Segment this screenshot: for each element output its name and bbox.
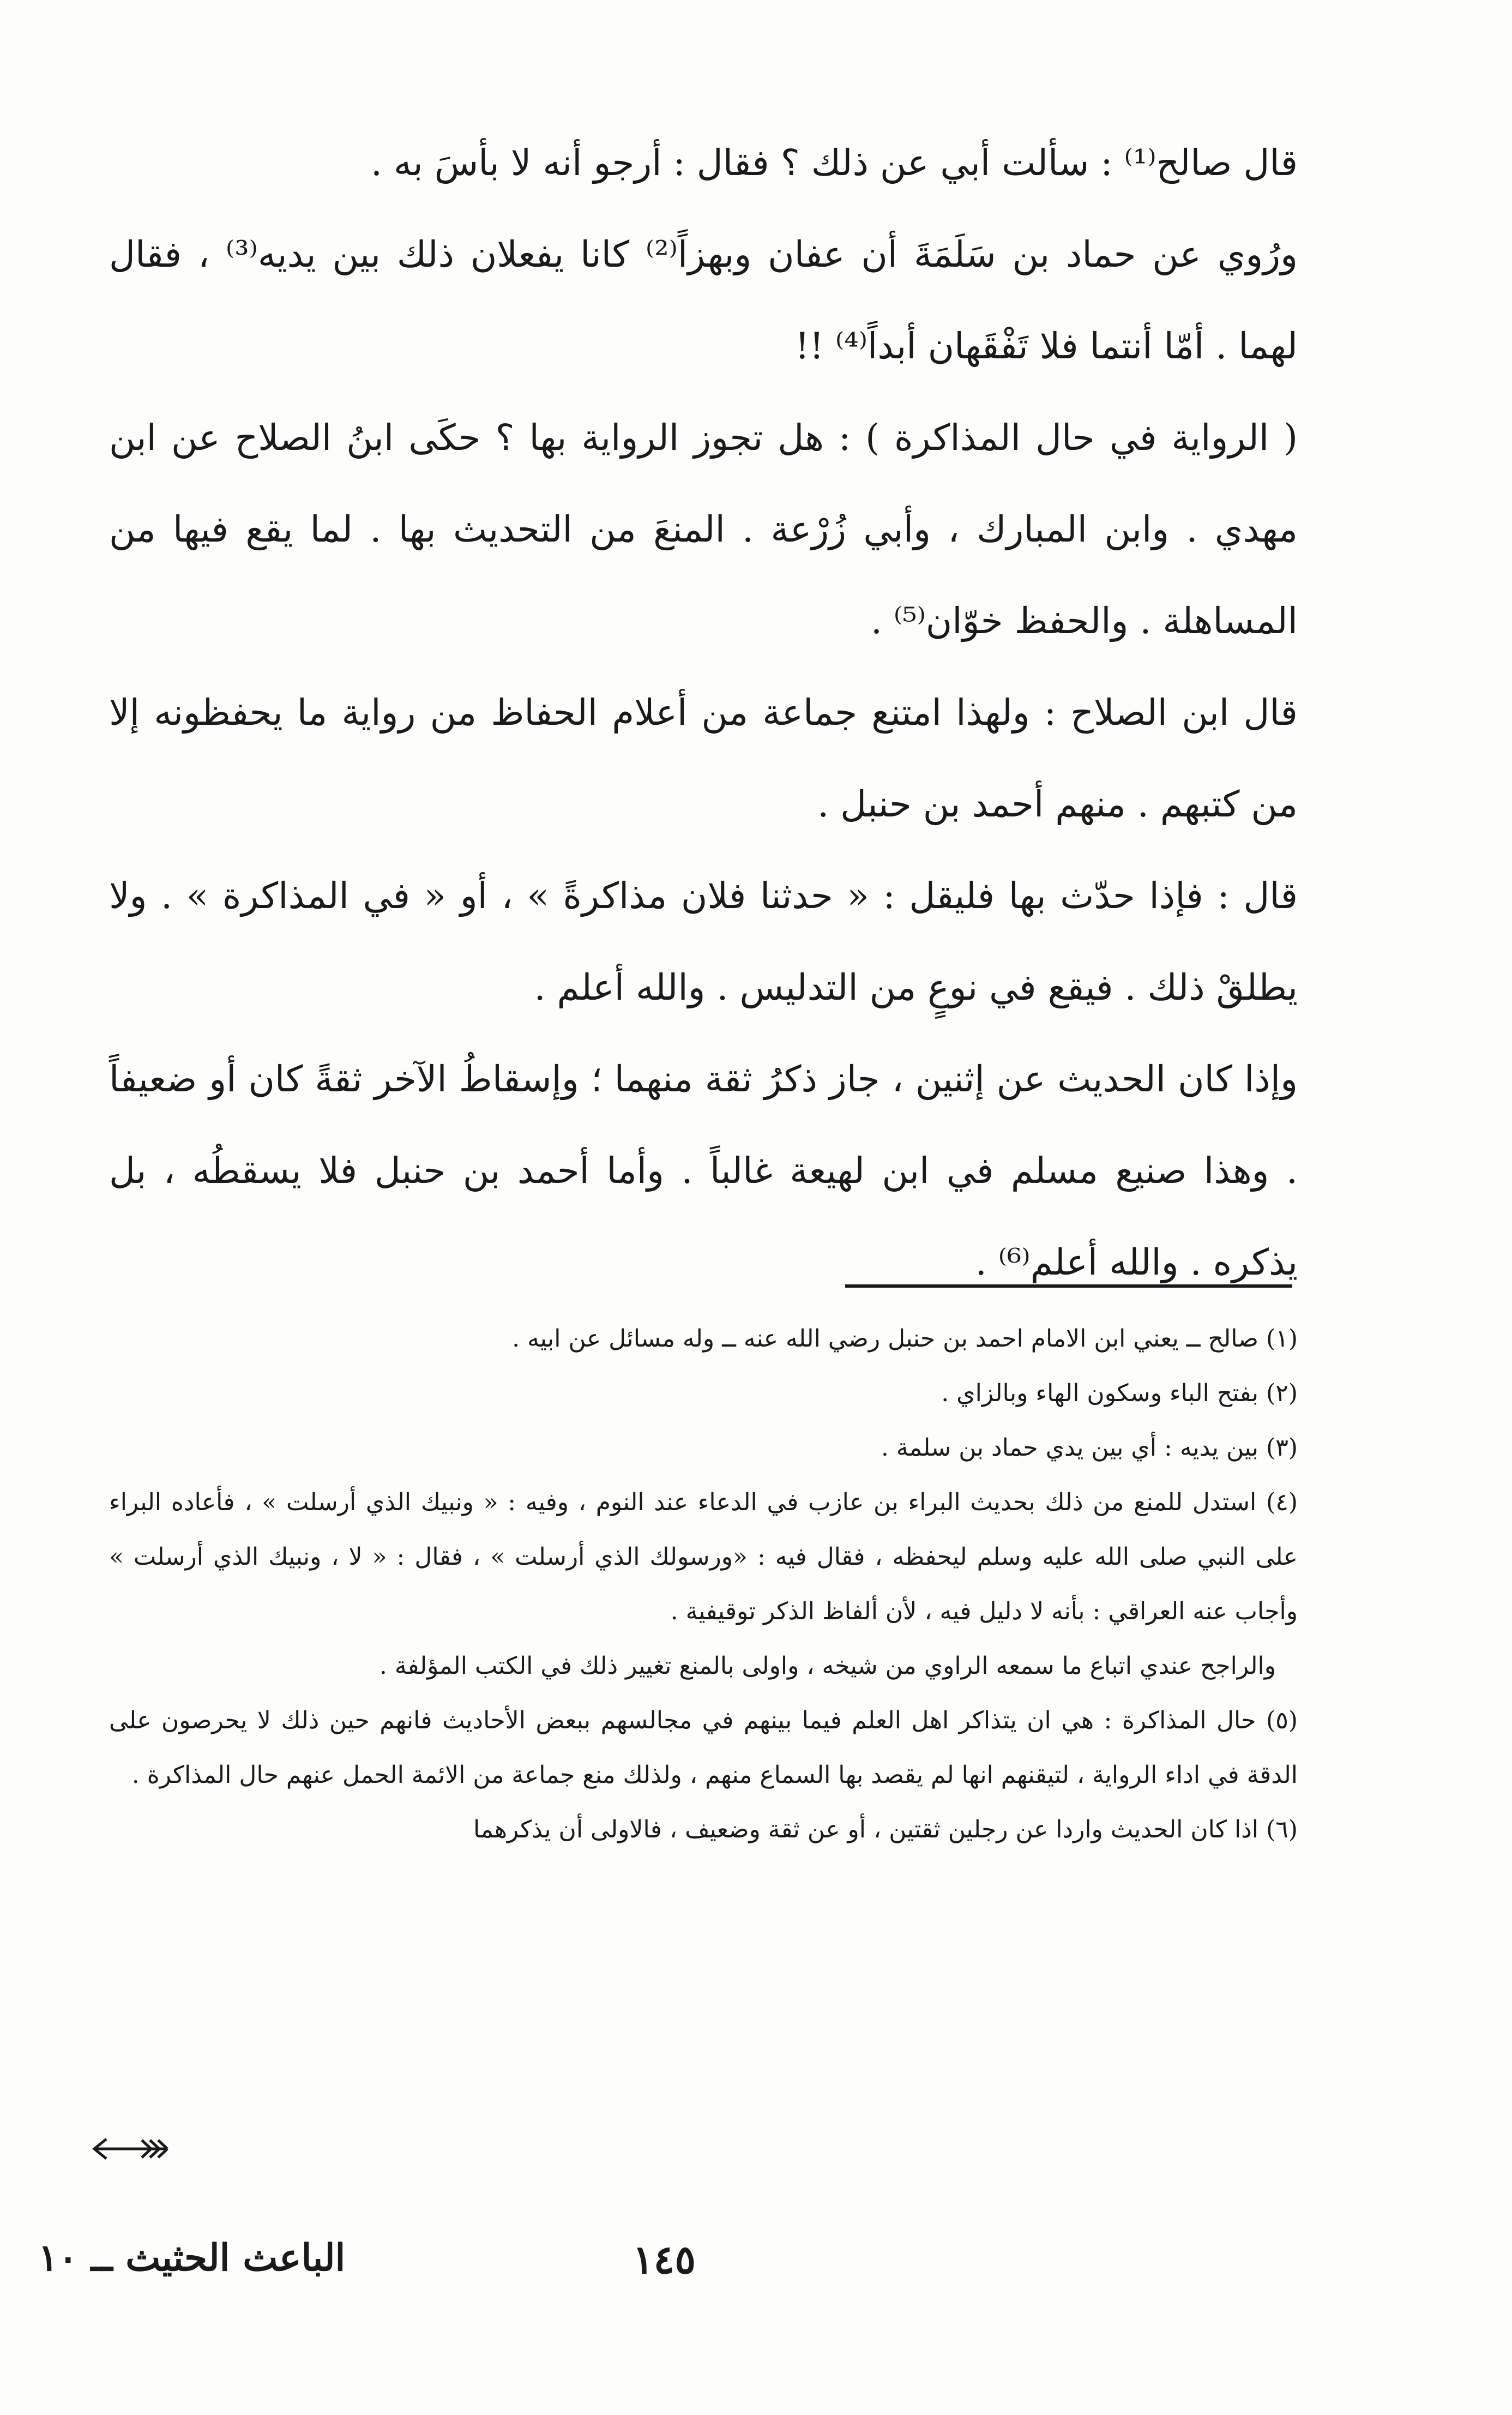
continuation-arrow-icon [90,2132,172,2165]
footnote-5: (٥) حال المذاكرة : هي ان يتذاكر اهل العلم فيما بينهم في مجالسهم ببعض الأحاديث فانهم حين ذلك لا يحرصون على الدقة في اداء الرواية ، لتيقنهم انها لم يقصد بها السماع منهم ، ولذلك منع جماعة من الائمة الحمل عنهم حال المذاكرة . [109,1707,1298,1789]
paragraph-mudhakara: ( الرواية في حال المذاكرة ) : هل تجوز الرواية بها ؟ حكَى ابنُ الصلاح عن ابن مهدي . وابن المبارك ، وأبي زُرْعة . المنعَ من التحديث بها . لما يقع فيها من المساهلة . والحفظ خوّان⁽⁵⁾ . [109,417,1298,642]
paragraph-ibn-salah: قال ابن الصلاح : ولهذا امتنع جماعة من أعلام الحفاظ من رواية ما يحفظونه إلا من كتبهم . منهم أحمد بن حنبل . [109,692,1298,825]
paragraph-qala: قال : فإذا حدّث بها فليقل : « حدثنا فلان مذاكرةً » ، أو « في المذاكرة » . ولا يطلقْ ذلك . فيقع في نوعٍ من التدليس . والله أعلم . [109,875,1298,1008]
footnote-3: (٣) بين يديه : أي بين يدي حماد بن سلمة . [881,1434,1298,1462]
footnote-6: (٦) اذا كان الحديث واردا عن رجلين ثقتين ، أو عن ثقة وضعيف ، فالاولى أن يذكرهما [473,1816,1298,1843]
footnote-2: (٢) بفتح الباء وسكون الهاء وبالزاي . [941,1379,1298,1407]
page-number: ١٤٥ [632,2236,696,2282]
footnote-4-continued: والراجح عندي اتباع ما سمعه الراوي من شيخه ، واولى بالمنع تغيير ذلك في الكتب المؤلفة . [379,1652,1276,1680]
page-footer [0,2236,1512,2302]
footnote-divider [845,1284,1292,1288]
paragraph-ithnayn: وإذا كان الحديث عن إثنين ، جاز ذكرُ ثقة منهما ؛ وإسقاطُ الآخر ثقةً كان أو ضعيفاً . وهذا صنيع مسلم في ابن لهيعة غالباً . وأما أحمد بن حنبل فلا يسقطُه ، بل يذكره . والله أعلم⁽⁶⁾ . [109,1058,1298,1283]
paragraph-hammad: ورُوي عن حماد بن سَلَمَةَ أن عفان وبهزاً⁽²⁾ كانا يفعلان ذلك بين يديه⁽³⁾ ، فقال لهما . أمّا أنتما فلا تَفْقَهان أبداً⁽⁴⁾ !! [109,233,1298,367]
footnote-1: (١) صالح ــ يعني ابن الامام احمد بن حنبل رضي الله عنه ــ وله مسائل عن ابيه . [512,1325,1298,1353]
running-title: الباعث الحثيث ــ ١٠ [38,2236,346,2280]
main-text [109,117,1298,1308]
footnote-4: (٤) استدل للمنع من ذلك بحديث البراء بن عازب في الدعاء عند النوم ، وفيه : « ونبيك الذي أرسلت » ، فأعاده البراء على النبي صلى الله عليه وسلم ليحفظه ، فقال فيه : «ورسولك الذي أرسلت » ، فقال : « لا ، ونبيك الذي أرسلت » وأجاب عنه العراقي : بأنه لا دليل فيه ، لأن ألفاظ الذكر توقيفية . [109,1488,1298,1625]
footnotes [109,1312,1298,1857]
paragraph-salih: قال صالح⁽¹⁾ : سألت أبي عن ذلك ؟ فقال : أرجو أنه لا بأسَ به . [371,142,1298,184]
